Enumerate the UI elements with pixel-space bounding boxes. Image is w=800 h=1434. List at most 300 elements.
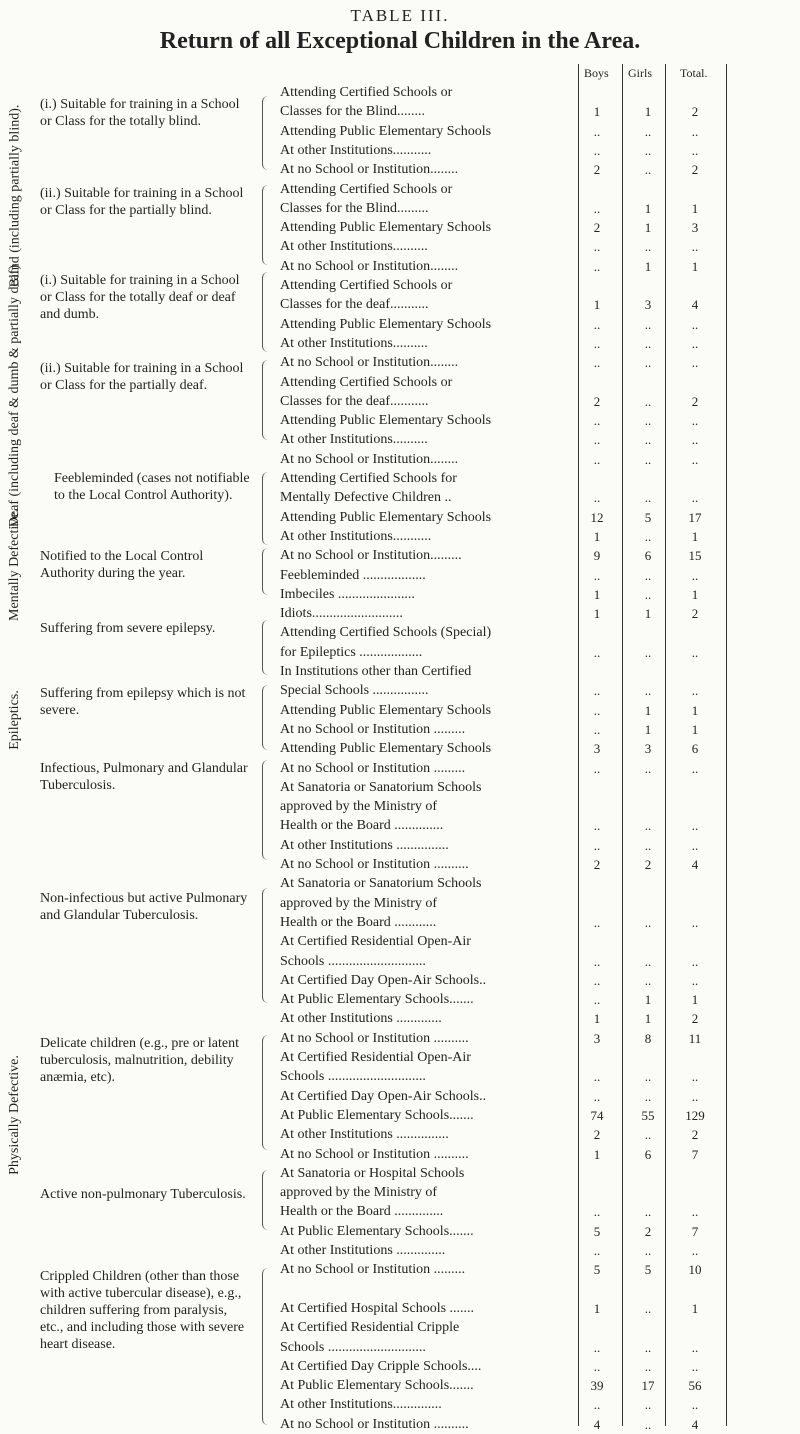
boys-count: .. <box>593 1088 601 1104</box>
girls-count: .. <box>644 1397 652 1413</box>
total-count: .. <box>691 760 699 776</box>
girls-count: .. <box>644 1339 652 1355</box>
row-label: At Certified Day Open-Air Schools.. <box>280 972 487 988</box>
table-row <box>280 586 800 604</box>
total-count: .. <box>691 355 699 371</box>
table-row <box>280 258 800 276</box>
section-label-text: Blind (including partially blind). <box>7 104 23 288</box>
table-row <box>280 972 800 990</box>
row-label: Attending Certified Schools for <box>280 471 457 486</box>
boys-count: .. <box>593 721 601 737</box>
boys-count: 1 <box>593 104 601 120</box>
boys-count: .. <box>593 451 601 467</box>
row-label: Attending Certified Schools (Special) <box>280 625 492 641</box>
row-label: At other Institutions ............... <box>280 837 449 853</box>
total-count: 15 <box>688 548 702 564</box>
brace <box>262 548 271 595</box>
table-row <box>280 914 800 932</box>
total-count: 1 <box>691 702 699 718</box>
boys-count: 4 <box>593 1416 601 1432</box>
section-label-text: Mentally Defective. <box>7 509 23 621</box>
row-label: Classes for the deaf........... <box>280 393 429 409</box>
category-description: Infectious, Pulmonary and Glandular Tuberculosis. <box>40 761 248 793</box>
row-label: At Certified Day Cripple Schools.... <box>280 1358 482 1374</box>
boys-count: 74 <box>590 1107 604 1123</box>
category-description: Suffering from severe epilepsy. <box>40 621 216 636</box>
table-row <box>280 1010 800 1028</box>
girls-count: .. <box>644 683 652 699</box>
table-row <box>280 1223 800 1241</box>
table-row <box>280 1416 800 1434</box>
total-count: .. <box>691 413 699 429</box>
table-row <box>280 238 800 256</box>
boys-count: 2 <box>593 1127 601 1143</box>
category-description: Feebleminded (cases not notifiable to the Local Control Authority). <box>54 471 250 503</box>
row-label: At other Institutions.......... <box>280 335 428 351</box>
category-description: (i.) Suitable for training in a School or Class for the totally deaf or deaf and dumb. <box>40 273 240 322</box>
table-row <box>280 1146 800 1164</box>
boys-count: .. <box>593 142 601 158</box>
header-total: Total. <box>680 66 708 80</box>
row-label: At other Institutions ............... <box>280 1127 449 1143</box>
brace <box>262 1170 271 1230</box>
section-label <box>2 900 28 1330</box>
total-count: .. <box>691 335 699 351</box>
table-row <box>280 779 800 797</box>
table-row <box>280 624 800 642</box>
row-label: Schools ............................ <box>280 1339 426 1355</box>
total-count: .. <box>691 567 699 583</box>
brace <box>262 185 271 265</box>
table-row <box>280 837 800 855</box>
row-label: approved by the Ministry of <box>280 799 438 815</box>
table-row <box>280 644 800 662</box>
row-label: Schools ............................ <box>280 1069 426 1085</box>
brace <box>262 1035 271 1150</box>
category-description: Non-infectious but active Pulmonary and Glandular Tuberculosis. <box>40 891 248 923</box>
girls-count: .. <box>644 123 652 139</box>
total-count: 2 <box>691 393 699 409</box>
boys-count: .. <box>593 837 601 853</box>
row-label: Idiots.......................... <box>280 606 403 622</box>
boys-count: 1 <box>593 586 601 602</box>
girls-count: .. <box>644 1127 652 1143</box>
total-count: .. <box>691 239 699 255</box>
girls-count: 17 <box>641 1378 655 1394</box>
row-label: At Public Elementary Schools....... <box>280 1223 474 1239</box>
table-row <box>280 1126 800 1144</box>
boys-count: 12 <box>590 509 604 525</box>
boys-count: 1 <box>593 528 601 544</box>
category-description: Crippled Children (other than those with active tubercular disease), e.g., children suffering from paralysis, etc., and including those with severe heart disease. <box>40 1269 245 1352</box>
girls-count: 6 <box>644 548 652 564</box>
table-row <box>280 103 800 121</box>
girls-count: 3 <box>644 741 652 757</box>
boys-count: 1 <box>593 297 601 313</box>
brace <box>262 760 271 860</box>
total-count: 7 <box>691 1223 699 1239</box>
total-count: .. <box>691 316 699 332</box>
girls-count: 3 <box>644 297 652 313</box>
total-count: 1 <box>691 1300 699 1316</box>
section-label <box>2 264 28 528</box>
row-label: At no School or Institution........ <box>280 258 459 274</box>
total-count: 11 <box>688 1030 702 1046</box>
row-label: At Certified Day Open-Air Schools.. <box>280 1088 487 1104</box>
boys-count: .. <box>593 1339 601 1355</box>
table-row <box>280 316 800 334</box>
girls-count: 1 <box>644 104 652 120</box>
boys-count: .. <box>593 316 601 332</box>
girls-count: 1 <box>644 1011 652 1027</box>
header-girls: Girls <box>628 66 652 80</box>
total-count: 3 <box>691 220 699 236</box>
table-row <box>280 721 800 739</box>
total-count: 1 <box>691 528 699 544</box>
section-label-text: Deaf (including deaf & dumb & partially deaf) <box>7 264 22 528</box>
girls-count: 1 <box>644 992 652 1008</box>
row-label: At Certified Residential Open-Air <box>280 934 471 950</box>
row-label: At no School or Institution .......... <box>280 1146 469 1162</box>
girls-count: 5 <box>644 1262 652 1278</box>
boys-count: .. <box>593 432 601 448</box>
boys-count: 5 <box>593 1223 601 1239</box>
boys-count: 9 <box>593 548 601 564</box>
total-count: 4 <box>691 1416 699 1432</box>
boys-count: 1 <box>593 1146 601 1162</box>
row-label: At Public Elementary Schools....... <box>280 1378 474 1394</box>
row-label: At no School or Institution........ <box>280 451 459 467</box>
category-description: (i.) Suitable for training in a School or Class for the totally blind. <box>40 97 240 129</box>
table-row <box>280 277 800 295</box>
girls-count: .. <box>644 1416 652 1432</box>
table-row <box>280 219 800 237</box>
table-row <box>280 1107 800 1125</box>
girls-count: .. <box>644 355 652 371</box>
girls-count: .. <box>644 432 652 448</box>
girls-count: 1 <box>644 721 652 737</box>
total-count: 56 <box>688 1378 702 1394</box>
row-label: Special Schools ................ <box>280 683 429 699</box>
boys-count: 5 <box>593 1262 601 1278</box>
table-row <box>280 451 800 469</box>
row-label: At Sanatoria or Sanatorium Schools <box>280 876 482 892</box>
girls-count: 8 <box>644 1030 652 1046</box>
table-row <box>280 335 800 353</box>
total-count: 1 <box>691 992 699 1008</box>
boys-count: .. <box>593 972 601 988</box>
table-row <box>280 567 800 585</box>
table-row <box>280 1203 800 1221</box>
table-row <box>280 142 800 160</box>
header-boys: Boys <box>584 66 609 80</box>
row-label: Attending Public Elementary Schools <box>280 702 492 718</box>
total-count: .. <box>691 683 699 699</box>
girls-count: .. <box>644 953 652 969</box>
girls-count: 5 <box>644 509 652 525</box>
table-row <box>280 393 800 411</box>
table-row <box>280 181 800 199</box>
girls-count: .. <box>644 451 652 467</box>
table-row <box>280 84 800 102</box>
boys-count: 1 <box>593 606 601 622</box>
boys-count: .. <box>593 355 601 371</box>
table-row <box>280 953 800 971</box>
row-label: Classes for the deaf........... <box>280 297 429 313</box>
table-row <box>280 991 800 1009</box>
brace <box>262 1268 271 1425</box>
table-row <box>280 161 800 179</box>
row-label: At Sanatoria or Sanatorium Schools <box>280 779 482 795</box>
boys-count: .. <box>593 1243 601 1258</box>
total-count: .. <box>691 644 699 660</box>
girls-count: 6 <box>644 1146 652 1162</box>
boys-count: .. <box>593 1204 601 1220</box>
girls-count: 1 <box>644 702 652 718</box>
section-label <box>2 500 28 630</box>
boys-count: 2 <box>593 393 601 409</box>
table-row <box>280 528 800 546</box>
category-description: (ii.) Suitable for training in a School or Class for the partially deaf. <box>40 361 244 393</box>
boys-count: .. <box>593 200 601 216</box>
girls-count: .. <box>644 760 652 776</box>
table-row <box>280 1049 800 1067</box>
boys-count: .. <box>593 953 601 969</box>
table-row <box>280 1300 800 1318</box>
girls-count: .. <box>644 335 652 351</box>
table-row <box>280 1281 800 1299</box>
table-row <box>280 509 800 527</box>
table-row <box>280 431 800 449</box>
row-label: At no School or Institution......... <box>280 548 462 564</box>
table-row <box>280 1261 800 1279</box>
girls-count: .. <box>644 818 652 834</box>
table-row <box>280 605 800 623</box>
girls-count: .. <box>644 914 652 930</box>
row-label: Attending Certified Schools or <box>280 374 453 390</box>
table-row <box>280 1377 800 1395</box>
table-row <box>280 1165 800 1183</box>
table-row <box>280 817 800 835</box>
total-count: 4 <box>691 297 699 313</box>
total-count: 7 <box>691 1146 699 1162</box>
row-label: At no School or Institution .......... <box>280 857 469 872</box>
brace <box>262 96 271 170</box>
table-row <box>280 760 800 778</box>
row-label: At other Institutions .............. <box>280 1243 446 1258</box>
boys-count: 3 <box>593 741 601 757</box>
brace <box>262 685 271 750</box>
total-count: .. <box>691 1069 699 1085</box>
table-row <box>280 1319 800 1337</box>
girls-count: .. <box>644 1204 652 1220</box>
row-label: At no School or Institution........ <box>280 355 459 371</box>
total-count: 17 <box>688 509 702 525</box>
boys-count: .. <box>593 1358 601 1374</box>
row-label: At no School or Institution........ <box>280 162 459 178</box>
row-label: At Public Elementary Schools....... <box>280 1107 474 1123</box>
girls-count: 55 <box>641 1107 655 1123</box>
total-count: .. <box>691 818 699 834</box>
girls-count: .. <box>644 586 652 602</box>
boys-count: 2 <box>593 220 601 236</box>
boys-count: 39 <box>590 1378 604 1394</box>
total-count: 1 <box>691 200 699 216</box>
girls-count: .. <box>644 316 652 332</box>
boys-count: .. <box>593 644 601 660</box>
table-row <box>280 470 800 488</box>
total-count: 1 <box>691 586 699 602</box>
category-description: Notified to the Local Control Authority during the year. <box>40 549 204 581</box>
total-count: 1 <box>691 258 699 274</box>
table-row <box>280 374 800 392</box>
section-label <box>2 640 28 800</box>
row-label: Attending Public Elementary Schools <box>280 220 492 236</box>
row-label: Attending Public Elementary Schools <box>280 413 492 429</box>
table-row <box>280 1396 800 1414</box>
boys-count: 1 <box>593 1011 601 1027</box>
row-label: In Institutions other than Certified <box>280 664 472 679</box>
total-count: .. <box>691 1204 699 1220</box>
table-row <box>280 1030 800 1048</box>
row-label: Classes for the Blind........ <box>280 104 426 120</box>
girls-count: .. <box>644 1243 652 1258</box>
table-number: TABLE III. <box>350 6 450 25</box>
row-label: Health or the Board .............. <box>280 818 444 834</box>
row-label: At Certified Residential Cripple <box>280 1320 460 1336</box>
category-description: (ii.) Suitable for training in a School or Class for the partially blind. <box>40 186 244 218</box>
table-row <box>280 1242 800 1260</box>
row-label: At no School or Institution .......... <box>280 1416 469 1432</box>
brace <box>262 272 271 352</box>
total-count: .. <box>691 1339 699 1355</box>
table-row <box>280 1358 800 1376</box>
table-row <box>280 663 800 681</box>
girls-count: .. <box>644 837 652 853</box>
girls-count: 1 <box>644 258 652 274</box>
row-label: Classes for the Blind......... <box>280 200 429 216</box>
row-label: At other Institutions........... <box>280 142 432 158</box>
brace <box>262 620 271 675</box>
category-description: Suffering from epilepsy which is not severe. <box>40 686 246 718</box>
row-label: approved by the Ministry of <box>280 1185 438 1201</box>
row-label: Attending Public Elementary Schools <box>280 741 492 757</box>
table-row <box>280 354 800 372</box>
girls-count: .. <box>644 1358 652 1374</box>
total-count: 2 <box>691 104 699 120</box>
table-row <box>280 933 800 951</box>
boys-count: .. <box>593 335 601 351</box>
table-row <box>280 895 800 913</box>
row-label: At other Institutions.......... <box>280 239 428 255</box>
category-description: Delicate children (e.g., pre or latent tuberculosis, malnutrition, debility anæmia, etc). <box>40 1036 240 1085</box>
table-row <box>280 1184 800 1202</box>
section-label-text: Epileptics. <box>7 690 22 750</box>
boys-count: .. <box>593 123 601 139</box>
total-count: .. <box>691 972 699 988</box>
row-label: Schools ............................ <box>280 953 426 969</box>
total-count: 4 <box>691 857 699 872</box>
table-row <box>280 740 800 758</box>
row-label: At other Institutions.............. <box>280 1397 442 1413</box>
row-label: Mentally Defective Children .. <box>280 490 452 506</box>
total-count: .. <box>691 1088 699 1104</box>
row-label: Imbeciles ...................... <box>280 586 415 602</box>
boys-count: 2 <box>593 857 601 872</box>
girls-count: .. <box>644 162 652 178</box>
row-label: At Certified Hospital Schools ....... <box>280 1300 475 1316</box>
table-row <box>280 412 800 430</box>
girls-count: .. <box>644 490 652 506</box>
total-count: .. <box>691 1358 699 1374</box>
boys-count: .. <box>593 258 601 274</box>
row-label: At other Institutions.......... <box>280 432 428 448</box>
girls-count: .. <box>644 1300 652 1316</box>
girls-count: .. <box>644 567 652 583</box>
total-count: .. <box>691 1243 699 1258</box>
row-label: Attending Certified Schools or <box>280 85 453 100</box>
table-row <box>280 856 800 874</box>
row-label: At no School or Institution ......... <box>280 760 466 776</box>
table-row <box>280 200 800 218</box>
table-row <box>280 798 800 816</box>
total-count: 2 <box>691 162 699 178</box>
boys-count: .. <box>593 818 601 834</box>
boys-count: .. <box>593 992 601 1008</box>
brace <box>262 472 271 545</box>
total-count: .. <box>691 451 699 467</box>
table-row <box>280 875 800 893</box>
category-description: Active non-pulmonary Tuberculosis. <box>40 1187 246 1202</box>
table-row <box>280 547 800 565</box>
table-row <box>280 1068 800 1086</box>
total-count: .. <box>691 142 699 158</box>
table-row <box>280 682 800 700</box>
total-count: 2 <box>691 1127 699 1143</box>
row-label: Attending Public Elementary Schools <box>280 123 492 139</box>
row-label: At no School or Institution ......... <box>280 1262 466 1278</box>
girls-count: .. <box>644 528 652 544</box>
girls-count: .. <box>644 239 652 255</box>
total-count: .. <box>691 953 699 969</box>
row-label: Health or the Board ............ <box>280 914 437 930</box>
girls-count: .. <box>644 1088 652 1104</box>
girls-count: 2 <box>644 857 652 872</box>
boys-count: .. <box>593 567 601 583</box>
total-count: 2 <box>691 1011 699 1027</box>
row-label: for Epileptics .................. <box>280 644 423 660</box>
section-label-text: Physically Defective. <box>7 1055 22 1175</box>
row-label: Attending Public Elementary Schools <box>280 316 492 332</box>
row-label: Feebleminded .................. <box>280 567 426 583</box>
boys-count: .. <box>593 413 601 429</box>
girls-count: 1 <box>644 220 652 236</box>
table-row <box>280 123 800 141</box>
boys-count: .. <box>593 683 601 699</box>
row-label: At other Institutions ............. <box>280 1011 442 1027</box>
girls-count: .. <box>644 142 652 158</box>
total-count: .. <box>691 914 699 930</box>
table-row <box>280 1088 800 1106</box>
girls-count: .. <box>644 972 652 988</box>
boys-count: 1 <box>593 1300 601 1316</box>
row-label: At Public Elementary Schools....... <box>280 992 474 1008</box>
table-row <box>280 702 800 720</box>
boys-count: .. <box>593 702 601 718</box>
total-count: .. <box>691 1397 699 1413</box>
row-label: At no School or Institution .......... <box>280 1030 469 1046</box>
total-count: 2 <box>691 606 699 622</box>
